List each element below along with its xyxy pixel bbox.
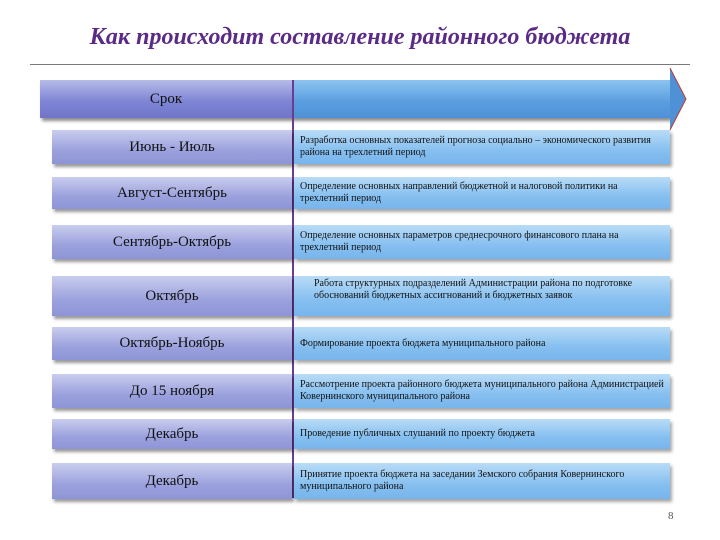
step-description: Рассмотрение проекта районного бюджета муниципального района Администрацией Ковернинского муниципального района [294, 374, 670, 408]
period-label: Октябрь [52, 276, 292, 316]
arrow-right-icon [670, 68, 686, 130]
step-description: Определение основных параметров среднесрочного финансового плана на трехлетний период [294, 225, 670, 259]
page-title: Как происходит составление районного бюджета [89, 24, 631, 50]
step-description: Принятие проекта бюджета на заседании Земского собрания Ковернинского муниципального района [294, 463, 670, 499]
period-label: Август-Сентябрь [52, 177, 292, 209]
timeline-header-arrow-body [294, 80, 670, 118]
step-description: Проведение публичных слушаний по проекту бюджета [294, 419, 670, 449]
step-description: Разработка основных показателей прогноза социально – экономического развития района на трехлетний период [294, 130, 670, 164]
period-label: Декабрь [52, 463, 292, 499]
period-label: Декабрь [52, 419, 292, 449]
period-label: До 15 ноября [52, 374, 292, 408]
period-label: Сентябрь-Октябрь [52, 225, 292, 259]
step-description: Формирование проекта бюджета муниципального района [294, 327, 670, 360]
period-label: Октябрь-Ноябрь [52, 327, 292, 360]
step-description: Работа структурных подразделений Администрации района по подготовке обоснований бюджетных ассигнований и бюджетных заявок [294, 276, 670, 316]
timeline-header-label: Срок [149, 90, 183, 107]
page-number: 8 [668, 510, 674, 522]
title-divider [30, 64, 690, 65]
period-label: Июнь - Июль [52, 130, 292, 164]
step-description: Определение основных направлений бюджетной и налоговой политики на трехлетний период [294, 177, 670, 209]
